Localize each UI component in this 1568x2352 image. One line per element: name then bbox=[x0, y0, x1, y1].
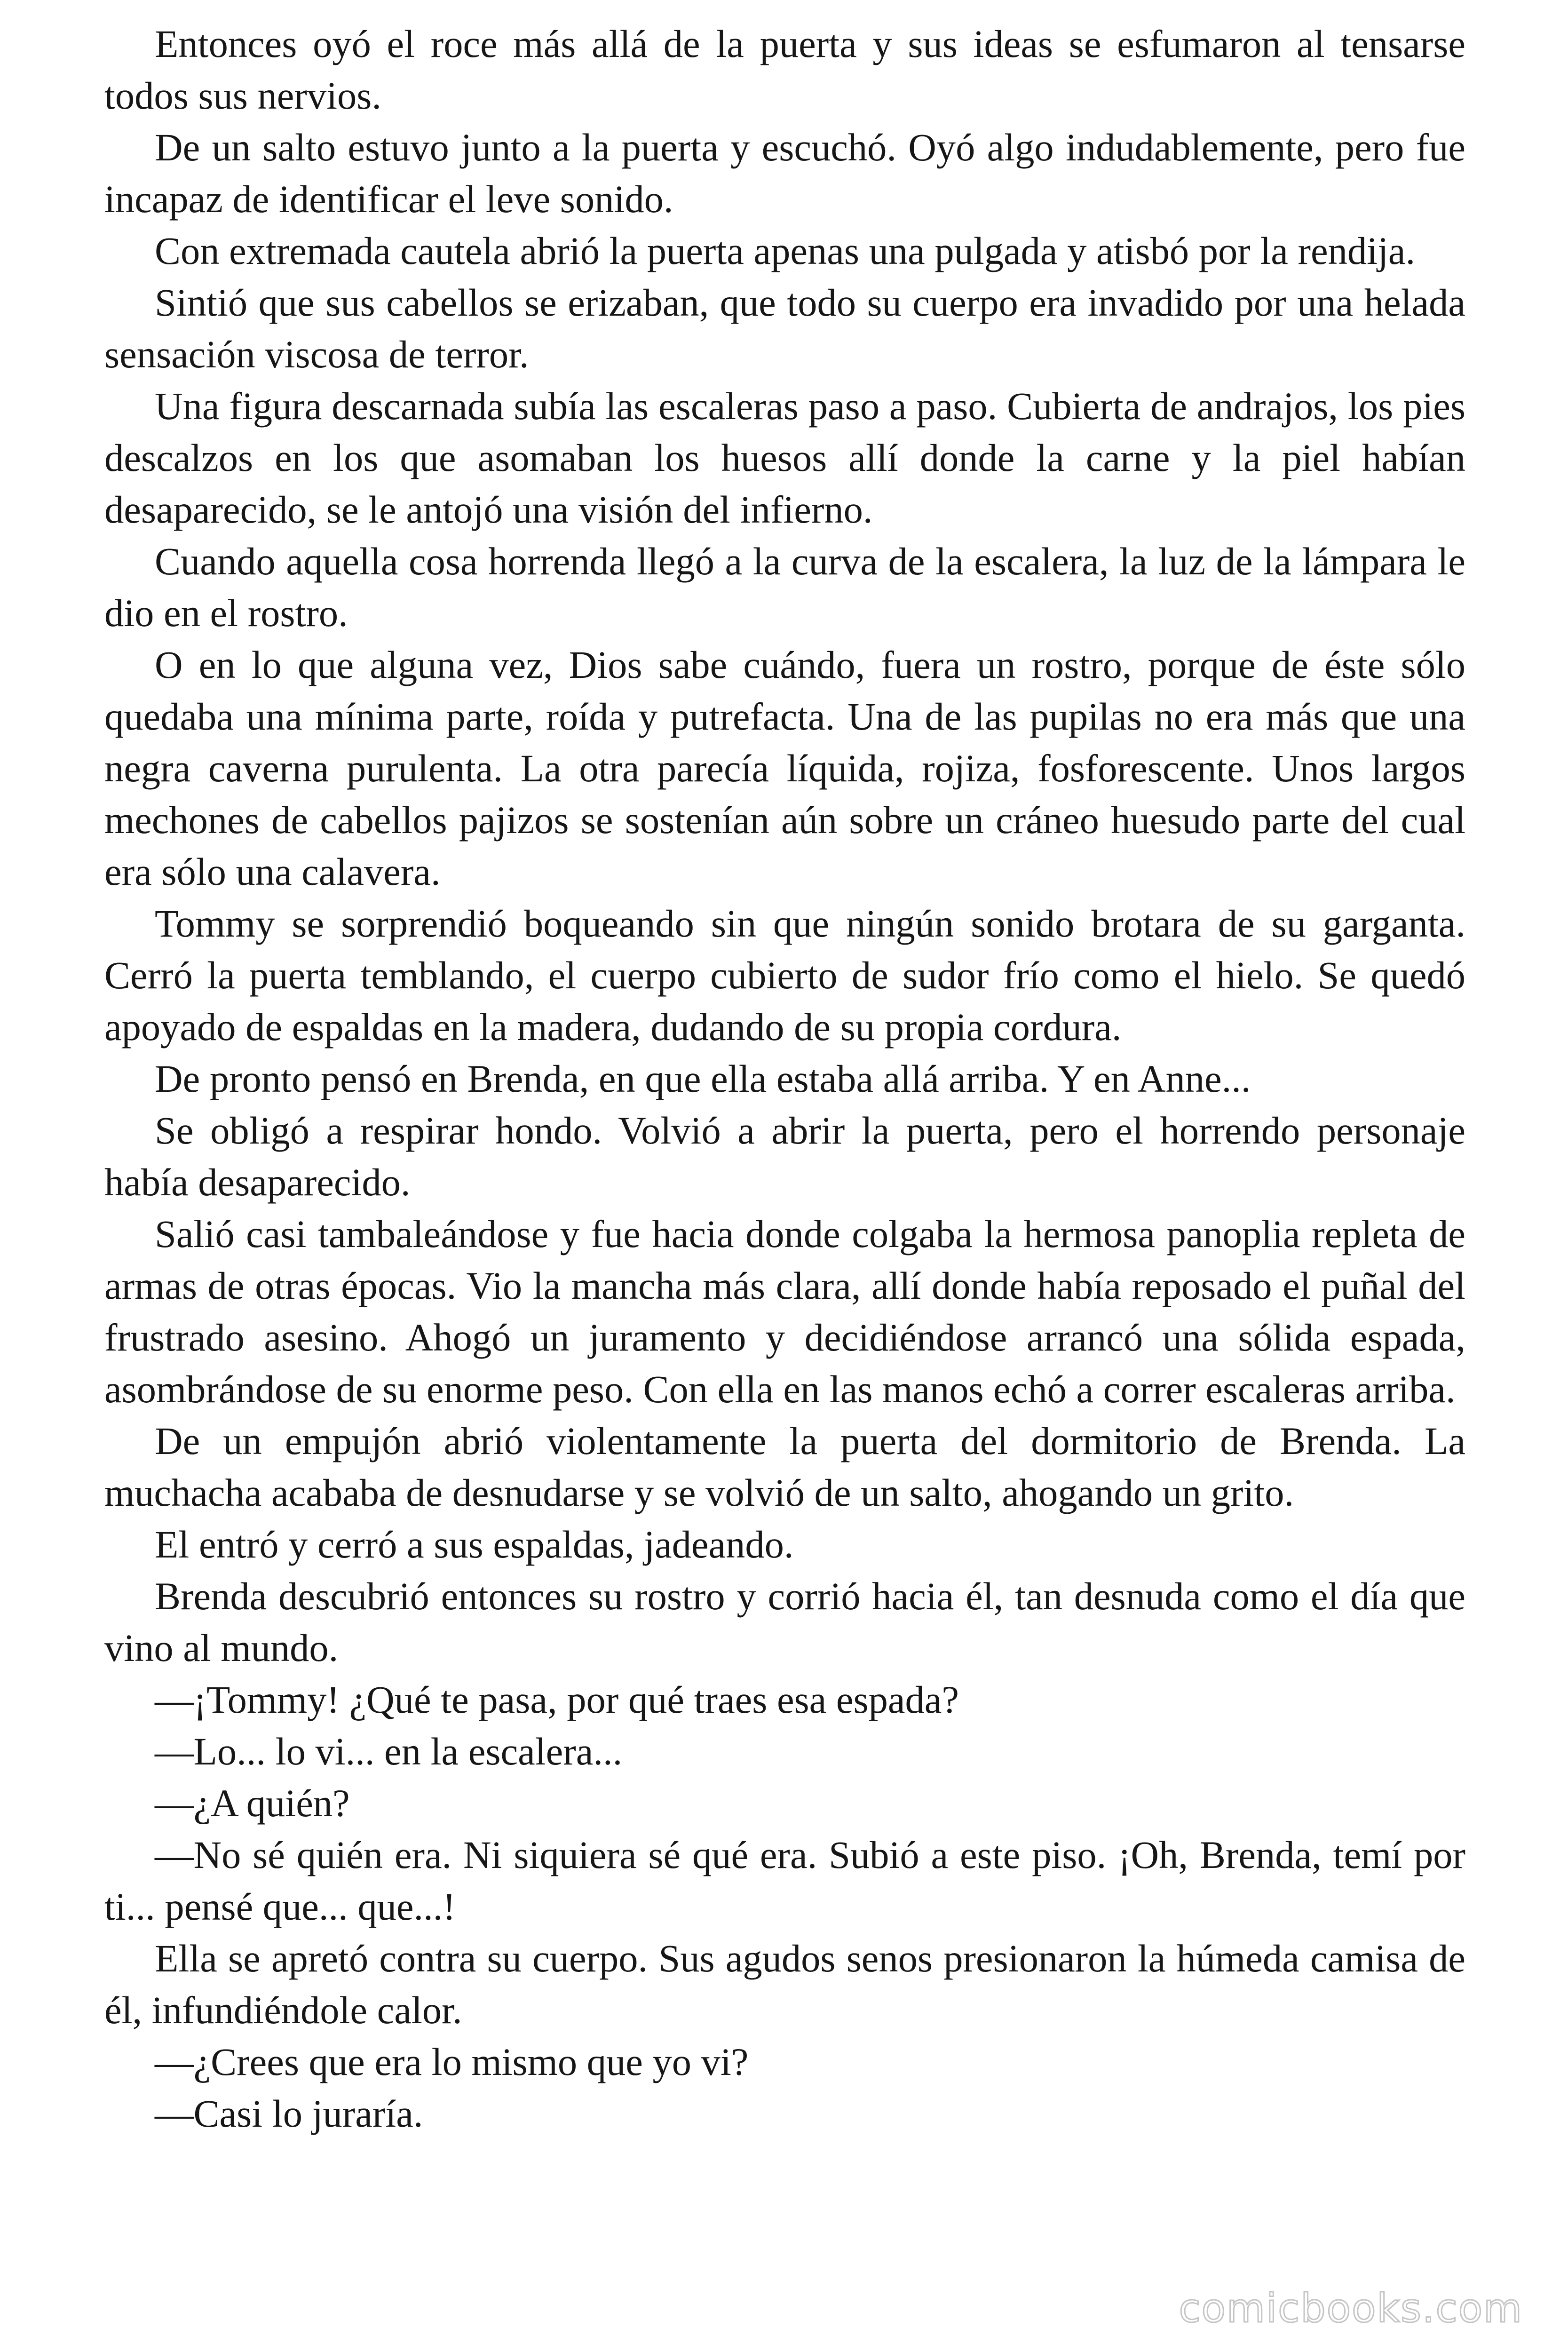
paragraph: De pronto pensó en Brenda, en que ella estaba allá arriba. Y en Anne... bbox=[155, 1057, 1251, 1100]
paragraph: Se obligó a respirar hondo. Volvió a abrir la puerta, pero el horrendo personaje había desaparecido. bbox=[104, 1109, 1465, 1204]
paragraph: El entró y cerró a sus espaldas, jadeando. bbox=[155, 1523, 794, 1566]
paragraph: Con extremada cautela abrió la puerta apenas una pulgada y atisbó por la rendija. bbox=[155, 229, 1416, 272]
dialogue-line: —¿Crees que era lo mismo que yo vi? bbox=[155, 2040, 749, 2083]
paragraph: Entonces oyó el roce más allá de la puerta y sus ideas se esfumaron al tensarse todos sus nervios. bbox=[104, 22, 1465, 117]
watermark: comicbooks.com bbox=[1179, 2285, 1523, 2331]
paragraph: Ella se apretó contra su cuerpo. Sus agudos senos presionaron la húmeda camisa de él, infundiéndole calor. bbox=[104, 1937, 1465, 2032]
dialogue-line: —Lo... lo vi... en la escalera... bbox=[155, 1730, 623, 1773]
paragraph: O en lo que alguna vez, Dios sabe cuándo, fuera un rostro, porque de éste sólo quedaba una mínima parte, roída y putrefacta. Una de las pupilas no era más que una negra caverna purulenta. La otra parecía líquida, rojiza, fosforescente. Unos largos mechones de cabellos pajizos se sostenían aún sobre un cráneo huesudo parte del cual era sólo una calavera. bbox=[104, 643, 1465, 893]
dialogue-line: —¡Tommy! ¿Qué te pasa, por qué traes esa espada? bbox=[155, 1678, 959, 1721]
paragraph: Una figura descarnada subía las escaleras paso a paso. Cubierta de andrajos, los pies descalzos en los que asomaban los huesos allí donde la carne y la piel habían desaparecido, se le antojó una visión del infierno. bbox=[104, 384, 1465, 531]
dialogue-line: —Casi lo juraría. bbox=[155, 2092, 423, 2135]
paragraph: Cuando aquella cosa horrenda llegó a la curva de la escalera, la luz de la lámpara le dio en el rostro. bbox=[104, 540, 1465, 635]
dialogue-line: —¿A quién? bbox=[155, 1781, 350, 1825]
dialogue-line: —No sé quién era. Ni siquiera sé qué era. Subió a este piso. ¡Oh, Brenda, temí por ti... pensé que... que...! bbox=[104, 1833, 1465, 1928]
page-text bbox=[104, 18, 1465, 2139]
paragraph: De un empujón abrió violentamente la puerta del dormitorio de Brenda. La muchacha acababa de desnudarse y se volvió de un salto, ahogando un grito. bbox=[104, 1419, 1465, 1514]
paragraph: Brenda descubrió entonces su rostro y corrió hacia él, tan desnuda como el día que vino al mundo. bbox=[104, 1574, 1465, 1669]
paragraph: Tommy se sorprendió boqueando sin que ningún sonido brotara de su garganta. Cerró la puerta temblando, el cuerpo cubierto de sudor frío como el hielo. Se quedó apoyado de espaldas en la madera, dudando de su propia cordura. bbox=[104, 902, 1465, 1049]
paragraph: De un salto estuvo junto a la puerta y escuchó. Oyó algo indudablemente, pero fue incapaz de identificar el leve sonido. bbox=[104, 126, 1465, 221]
paragraph: Sintió que sus cabellos se erizaban, que todo su cuerpo era invadido por una helada sensación viscosa de terror. bbox=[104, 281, 1465, 376]
paragraph: Salió casi tambaleándose y fue hacia donde colgaba la hermosa panoplia repleta de armas de otras épocas. Vio la mancha más clara, allí donde había reposado el puñal del frustrado asesino. Ahogó un juramento y decidiéndose arrancó una sólida espada, asombrándose de su enorme peso. Con ella en las manos echó a correr escaleras arriba. bbox=[104, 1212, 1465, 1411]
